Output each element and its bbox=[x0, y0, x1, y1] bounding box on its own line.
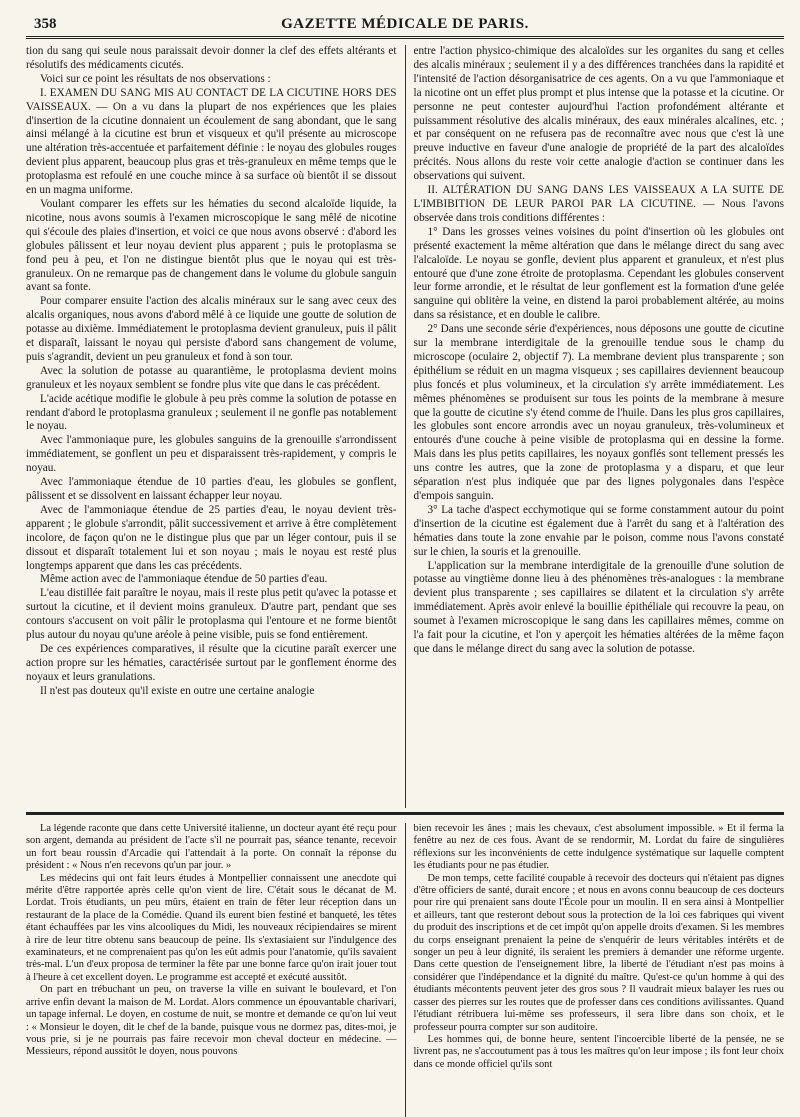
paragraph: De ces expériences comparatives, il résulte que la cicutine paraît exercer une action propre sur les hématies, caractérisée surtout par le gonflement énorme des noyaux et leurs granulations. bbox=[26, 642, 397, 683]
running-title: GAZETTE MÉDICALE DE PARIS. bbox=[281, 16, 529, 32]
paragraph: De mon temps, cette facilité coupable à recevoir des docteurs qui n'étaient pas dignes d'être officiers de santé, durait encore ; et nous en avons connu beaucoup de ces docteurs pour rire qui prenaient sans doute l'École pour un moulin. Il en sera ainsi à Montpellier et ailleurs, tant que resteront debout sous la protection de la loi ces fabriques qui vivent du produit des inscriptions et de cet impôt qu'on appelle droits d'examen. Si les membres du corps enseignant prenaient la peine de s'enquérir de leurs véritables intérêts et de songer un peu à leur dignité, ils seraient les premiers à demander une réforme urgente. Dans cette question de l'enseignement libre, la liberté de l'étudiant n'est pas moins à considérer que l'indépendance et la dignité du maître. Qu'est-ce qu'un homme à qui des étudiants mécontents peuvent jeter des gros sous ? Il vaudrait mieux balayer les rues ou casser des pierres sur les routes que de professer dans ces conditions avilissantes. Quand l'étudiant rétribuera lui-même ses professeurs, il sera libre dans son choix, et le professeur pourra compter sur son auditoire. bbox=[413, 872, 784, 1033]
feuilleton-divider bbox=[26, 812, 784, 815]
feuilleton-column-left bbox=[26, 823, 405, 1117]
paragraph: La légende raconte que dans cette Université italienne, un docteur ayant été reçu pour son argent, demanda au président de l'acte s'il ne pourrait pas, séance tenante, recevoir un fort beau roussin d'Arcadie qui l'attendait à la porte. On connaît la réponse du président : « Nous n'en recevons qu'un par jour. » bbox=[26, 823, 397, 872]
paragraph: Il n'est pas douteux qu'il existe en outre une certaine analogie bbox=[40, 684, 315, 697]
paragraph: L'eau distillée fait paraître le noyau, mais il reste plus petit qu'avec la potasse et surtout la cicutine, et il devient moins granuleux. D'autre part, pendant que ses contours s'accusent on voit pâlir le protoplasma qui l'entoure et ne forme bientôt plus autour du noyau qu'une aréole à peine visible, puis se fond entièrement. bbox=[26, 587, 397, 642]
paragraph: Voici sur ce point les résultats de nos observations : bbox=[40, 72, 271, 85]
paragraph: Avec la solution de potasse au quarantième, le protoplasma devient moins granuleux et les noyaux semblent se fondre plus vite que dans le cas précédent. bbox=[26, 364, 397, 391]
paragraph: Avec de l'ammoniaque étendue de 25 parties d'eau, le noyau devient très-apparent ; le globule s'arrondit, pâlit successivement et arrive à être complètement incolore, de façon qu'on ne le distingue plus que par un léger contour, puis il se dissout et disparaît totalement lui et son noyau ; mais le noyau est resté plus longtemps apparent que dans les cas précédents. bbox=[26, 503, 397, 572]
paragraph: Voulant comparer les effets sur les hématies du second alcaloïde liquide, la nicotine, nous avons soumis à l'examen microscopique le sang mêlé de nicotine qui s'écoule des plaies d'insertion, et voici ce que nous avons observé : d'abord les globules pâlissent et leur noyau devient plus apparent ; puis le protoplasma se fond peu à peu, et l'on ne distingue bientôt plus que le noyau qui est très-granuleux. On ne remarque pas de changement dans le volume du globule sanguin avant sa fonte. bbox=[26, 197, 397, 294]
article-body bbox=[26, 45, 784, 808]
paragraph: Avec l'ammoniaque étendue de 10 parties d'eau, les globules se gonflent, pâlissent et se dissolvent en laissant échapper leur noyau. bbox=[26, 476, 397, 502]
paragraph: 2° Dans une seconde série d'expériences, nous déposons une goutte de cicutine sur la membrane interdigitale de la grenouille tendue sous le champ du microscope (oculaire 2, objectif 7). La membrane devient plus transparente ; son épithélium se réduit en un magma visqueux ; ses capillaires deviennent beaucoup plus foncés et plus volumineux, et la circulation s'y arrête immédiatement. Les mêmes phénomènes se produisent sur tous les points de la membrane à mesure que la goutte de cicutine s'y étend comme de l'huile. Dans les plus gros capillaires, les globules sont encore arrondis avec un noyau granuleux, très-volumineux et entourés d'une couche à peine visible de protoplasma qui en dessine la forme. Mais dans les plus petits capillaires, les noyaux gonflés sont tellement pressés les uns contre les autres, que la zone de protoplasma y a disparu, et que leur séparation n'est plus indiquée que par des lignes polygonales dans l'espèce d'empois sanguin. bbox=[413, 323, 784, 502]
article-column-right bbox=[405, 45, 785, 808]
paragraph: tion du sang qui seule nous paraissait devoir donner la clef des effets altérants et résolutifs des médicaments cicutés. bbox=[26, 45, 397, 71]
section-heading-paragraph: II. ALTÉRATION DU SANG DANS LES VAISSEAUX A LA SUITE DE L'IMBIBITION DE LEUR PAROI PAR LA CICUTINE. — Nous l'avons observée dans trois conditions différentes : bbox=[413, 184, 784, 224]
paragraph: Les hommes qui, de bonne heure, sentent l'incoercible liberté de la pensée, ne se livrent pas, ne s'accoutument pas à tous les maîtres qu'on leur impose ; ils font leur choix dans ce monde officiel qu'ils sont bbox=[413, 1033, 784, 1070]
feuilleton-body bbox=[26, 823, 784, 1117]
paragraph: L'acide acétique modifie le globule à peu près comme la solution de potasse en rendant d'abord le protoplasma granuleux ; seulement il ne gonfle pas notablement le noyau. bbox=[26, 392, 397, 433]
paragraph: Pour comparer ensuite l'action des alcalis minéraux sur le sang avec ceux des alcalis organiques, nous avons d'abord mêlé à ce liquide une goutte de solution de potasse au dixième. Immédiatement le protoplasma devient granuleux, puis il pâlit et disparaît, laissant le noyau qui persiste d'abord sans changement de volume, puis s'agrandit, devient un peu granuleux et fond à son tour. bbox=[26, 295, 397, 363]
paragraph: 3° La tache d'aspect ecchymotique qui se forme constamment autour du point d'insertion de la cicutine est également due à l'arrêt du sang et à l'altération des hématies dans toute la zone envahie par le poison, comme nous l'avons constaté sur le chien, la souris et la grenouille. bbox=[413, 503, 784, 558]
paragraph: L'application sur la membrane interdigitale de la grenouille d'une solution de potasse au vingtième donne lieu à des phénomènes très-analogues : la membrane devient plus transparente ; ses capillaires se dilatent et la circulation s'y arrête immédiatement. Après avoir enlevé la bouillie épithéliale qui recouvre la peau, on soumet à l'examen microscopique le sang dans les capillaires mêmes, comme on l'a fait pour la cicutine, et l'on y aperçoit les hématies altérées de la même façon que dans le mélange direct du sang avec la solution de potasse. bbox=[413, 559, 784, 655]
article-column-left bbox=[26, 45, 405, 808]
feuilleton-column-right bbox=[405, 823, 785, 1117]
paragraph: On part en trébuchant un peu, on traverse la ville en suivant le boulevard, et l'on arrive enfin devant la maison de M. Lordat. Alors commence un épouvantable charivari, un tapage infernal. Le doyen, en costume de nuit, se montre et demande ce qu'on lui veut : « Monsieur le doyen, dit le chef de la bande, puisque vous ne dormez pas, dites-moi, je vous prie, si je ne pourrais pas faire recevoir mon cheval docteur en médecine. — Messieurs, répond aussitôt le doyen, nous pouvons bbox=[26, 984, 397, 1058]
paragraph: Les médecins qui ont fait leurs études à Montpellier connaissent une anecdote qui mérite d'être rapportée après celle qu'on vient de lire. C'était sous le décanat de M. Lordat. Trois étudiants, un peu mûrs, étaient en train de fêter leur réception dans un restaurant de la place de la Comédie. Quand ils eurent bien festiné et banqueté, les têtes étant échauffées par les vins alcooliques du Midi, les nouveaux récipiendaires se mirent à rire de leur titre obtenu sans beaucoup de peine. Ils s'extasiaient sur l'indulgence des examinateurs, et ne comprenaient pas qu'on les eût admis pour l'anatomie, qu'ils savaient très-mal. L'un d'eux proposa de terminer la fête par une bonne farce qu'on irait jouer tout à l'heure à cet excellent doyen. Le programme est accepté et exécuté aussitôt. bbox=[26, 872, 397, 983]
paragraph: bien recevoir les ânes ; mais les chevaux, c'est absolument impossible. » Et il ferma la fenêtre au nez de ces fous. Avant de se rendormir, M. Lordat du faire de singulières réflexions sur les inconvénients de cette indulgence systématique sur laquelle comptent les étudiants pour ne pas étudier. bbox=[413, 823, 784, 872]
paragraph: entre l'action physico-chimique des alcaloïdes sur les organites du sang et celles des alcalis minéraux ; seulement il y a des différences tranchées dans la rapidité et l'intensité de l'action désorganisatrice de ces agents. On a vu que l'ammoniaque et la nicotine ont un effet plus prompt et plus intense que la potasse et la cicutine. Or personne ne peut contester aujourd'hui l'action profondément altérante et puissamment résolutive des alcalis minéraux, des eaux minérales alcalines, etc. ; et par conséquent on ne refusera pas de reconnaître avec nous que c'est là une preuve inductive en faveur d'une analogie de propriété de la part des alcaloïdes précités. Nous allons du reste voir cette analogie d'action se continuer dans les observations qui suivent. bbox=[413, 45, 784, 183]
paragraph: Même action avec de l'ammoniaque étendue de 50 parties d'eau. bbox=[40, 573, 328, 586]
page-number: 358 bbox=[34, 16, 57, 32]
paragraph: Avec l'ammoniaque pure, les globules sanguins de la grenouille s'arrondissent immédiatement, se gonflent un peu et disparaissent très-rapidement, y compris le noyau. bbox=[26, 434, 397, 475]
paragraph: 1° Dans les grosses veines voisines du point d'insertion où les globules ont présenté exactement la même altération que dans le mélange direct du sang avec l'alcaloïde. Le noyau se gonfle, devient plus apparent et granuleux, et n'est plus entouré que d'une zone étroite de protoplasma. Cependant les globules conservent leur forme arrondie, et le résultat de leur gonflement est la formation d'une gelée sanguine qui oblitère la veine, en distend la paroi probablement altérée, au moins dans sa résistance, et en double le calibre. bbox=[413, 225, 784, 322]
section-heading-paragraph: I. EXAMEN DU SANG MIS AU CONTACT DE LA CICUTINE HORS DES VAISSEAUX. — On a vu dans la plupart de nos expériences que les plaies d'insertion de la cicutine donnaient un écoulement de sang abondant, que le sang ainsi mélangé à la cicutine est brun et visqueux et qu'il présente au microscope une altération très-accentuée et parfaitement définie : le noyau des globules rouges devient plus apparent, beaucoup plus gras et très-granuleux en même temps que le protoplasma est refoulé en une couche mince à sa surface où bientôt il se dissout en un magma uniforme. bbox=[26, 86, 397, 197]
page-header bbox=[26, 14, 784, 39]
